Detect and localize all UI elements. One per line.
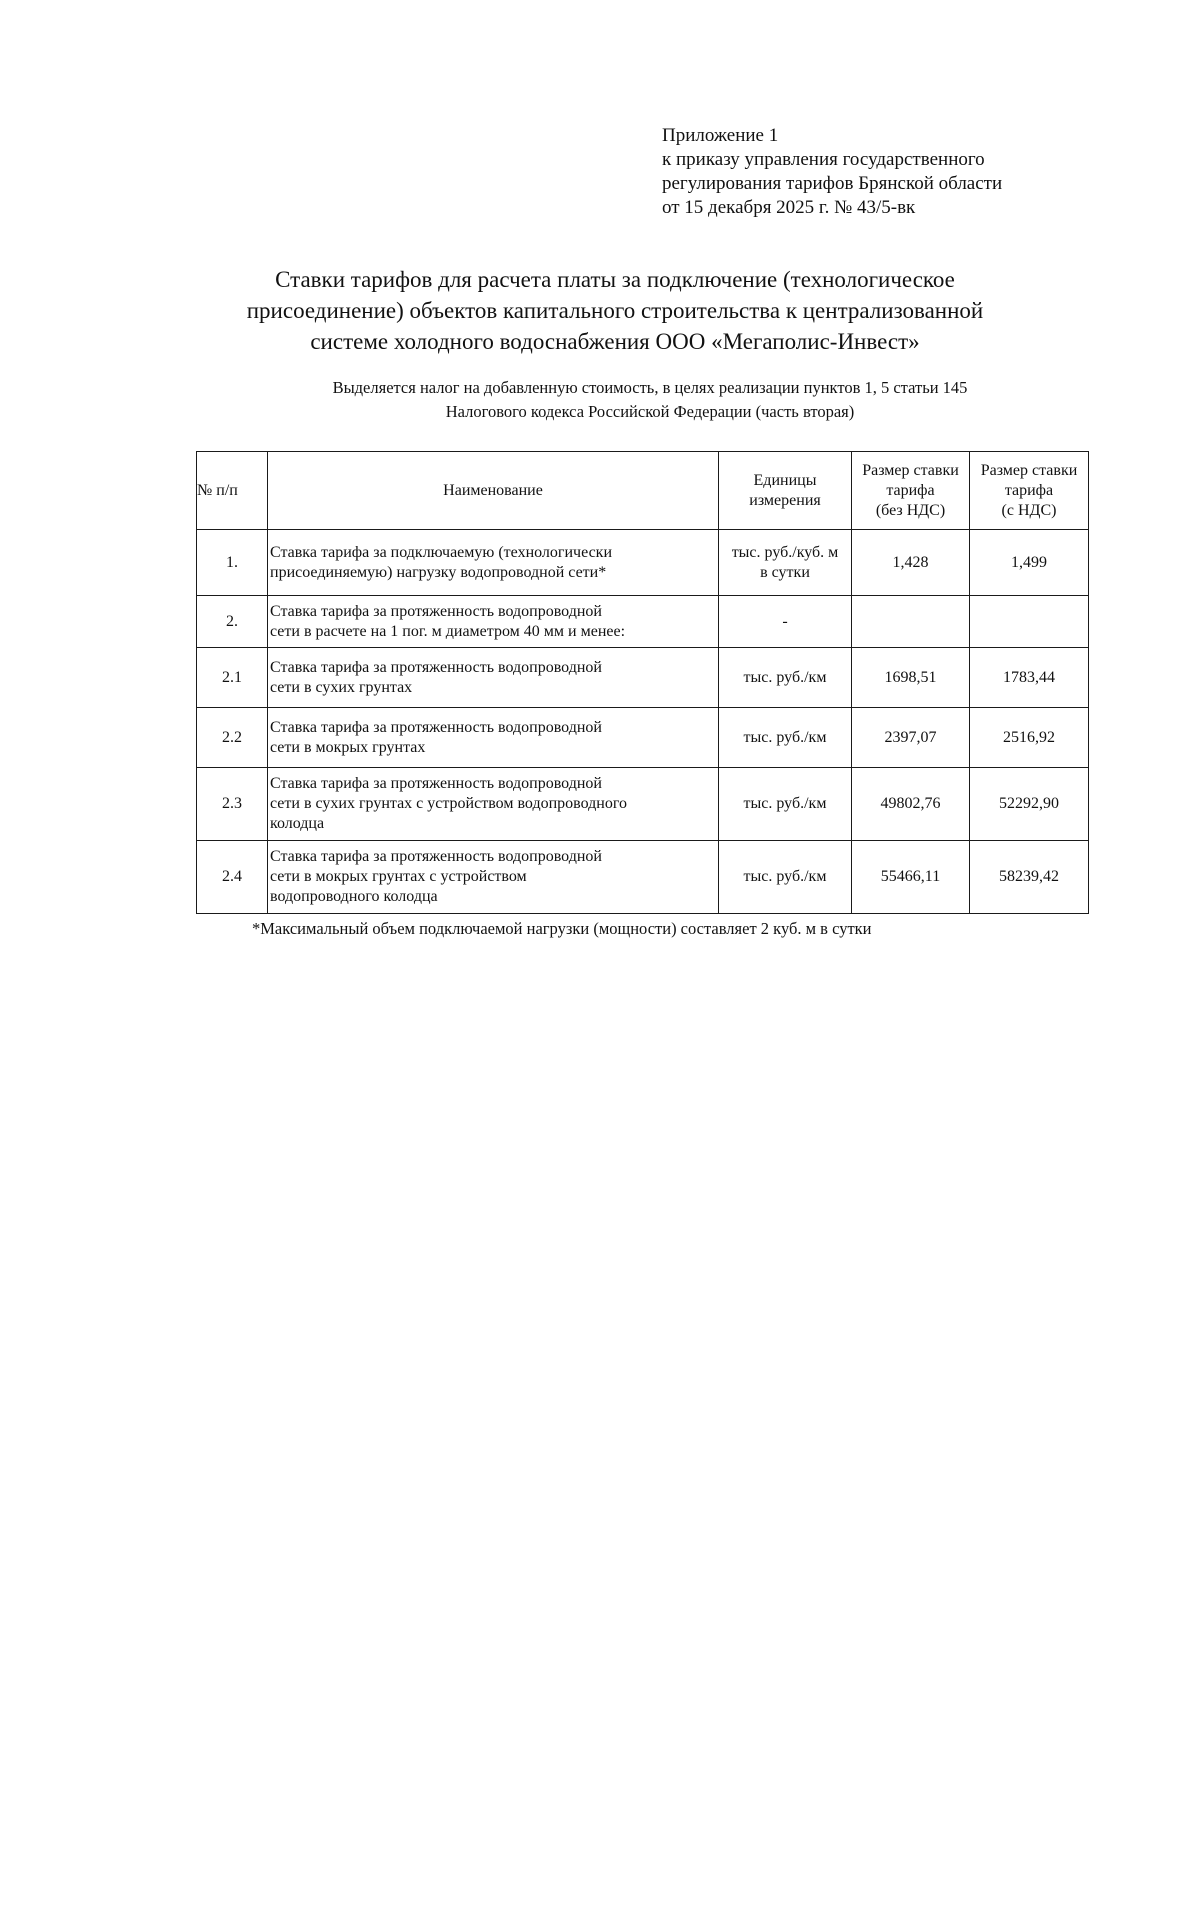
header-rate-no-vat: Размер ставки тарифа (без НДС) [852, 452, 970, 530]
appendix-line: к приказу управления государственного [662, 149, 985, 170]
tariff-table [196, 451, 1089, 914]
row-rate-no-vat: 55466,11 [852, 841, 970, 914]
tax-note-line: Выделяется налог на добавленную стоимость, в целях реализации пунктов 1, 5 статьи 145 [332, 378, 968, 397]
row-unit: тыс. руб./км [719, 768, 852, 841]
header-rate-vat: Размер ставки тарифа (с НДС) [970, 452, 1089, 530]
row-rate-vat: 52292,90 [970, 768, 1089, 841]
header-num: № п/п [197, 452, 268, 530]
row-name: Ставка тарифа за протяженность водопроводной сети в мокрых грунтах с устройством водопроводного колодца [268, 841, 719, 914]
title-line: системе холодного водоснабжения ООО «Мегаполис-Инвест» [310, 329, 920, 354]
row-unit: тыс. руб./км [719, 708, 852, 768]
appendix-line: от 15 декабря 2025 г. № 43/5-вк [662, 197, 916, 218]
appendix-header [662, 124, 1102, 220]
table-row [197, 841, 1089, 914]
row-rate-vat [970, 596, 1089, 648]
row-rate-no-vat: 2397,07 [852, 708, 970, 768]
table-row [197, 596, 1089, 648]
row-rate-vat: 1783,44 [970, 648, 1089, 708]
header-unit: Единицы измерения [719, 452, 852, 530]
document-title [200, 264, 1030, 357]
row-rate-no-vat: 49802,76 [852, 768, 970, 841]
title-line: Ставки тарифов для расчета платы за подключение (технологическое [275, 267, 955, 292]
row-rate-vat: 1,499 [970, 530, 1089, 596]
table-header-row [197, 452, 1089, 530]
row-rate-no-vat [852, 596, 970, 648]
row-num: 2. [197, 596, 268, 648]
table-row [197, 530, 1089, 596]
row-rate-no-vat: 1,428 [852, 530, 970, 596]
row-unit: тыс. руб./км [719, 648, 852, 708]
header-name: Наименование [268, 452, 719, 530]
row-name: Ставка тарифа за протяженность водопроводной сети в сухих грунтах с устройством водопроводного колодца [268, 768, 719, 841]
appendix-line: регулирования тарифов Брянской области [662, 173, 1003, 194]
row-num: 2.4 [197, 841, 268, 914]
appendix-line: Приложение 1 [662, 125, 779, 146]
row-num: 2.1 [197, 648, 268, 708]
footnote: *Максимальный объем подключаемой нагрузки (мощности) составляет 2 куб. м в сутки [252, 919, 872, 938]
tax-note [240, 376, 1060, 424]
row-unit: - [719, 596, 852, 648]
row-name: Ставка тарифа за протяженность водопроводной сети в сухих грунтах [268, 648, 719, 708]
row-name: Ставка тарифа за подключаемую (технологически присоединяемую) нагрузку водопроводной сети* [268, 530, 719, 596]
row-rate-vat: 2516,92 [970, 708, 1089, 768]
row-name: Ставка тарифа за протяженность водопроводной сети в расчете на 1 пог. м диаметром 40 мм и менее: [268, 596, 719, 648]
row-rate-no-vat: 1698,51 [852, 648, 970, 708]
row-name: Ставка тарифа за протяженность водопроводной сети в мокрых грунтах [268, 708, 719, 768]
tax-note-line: Налогового кодекса Российской Федерации (часть вторая) [445, 402, 855, 421]
row-num: 1. [197, 530, 268, 596]
row-unit: тыс. руб./км [719, 841, 852, 914]
table-row [197, 708, 1089, 768]
row-num: 2.3 [197, 768, 268, 841]
table-row [197, 768, 1089, 841]
title-line: присоединение) объектов капитального строительства к централизованной [246, 298, 984, 323]
table-row [197, 648, 1089, 708]
row-unit: тыс. руб./куб. м в сутки [719, 530, 852, 596]
row-num: 2.2 [197, 708, 268, 768]
row-rate-vat: 58239,42 [970, 841, 1089, 914]
